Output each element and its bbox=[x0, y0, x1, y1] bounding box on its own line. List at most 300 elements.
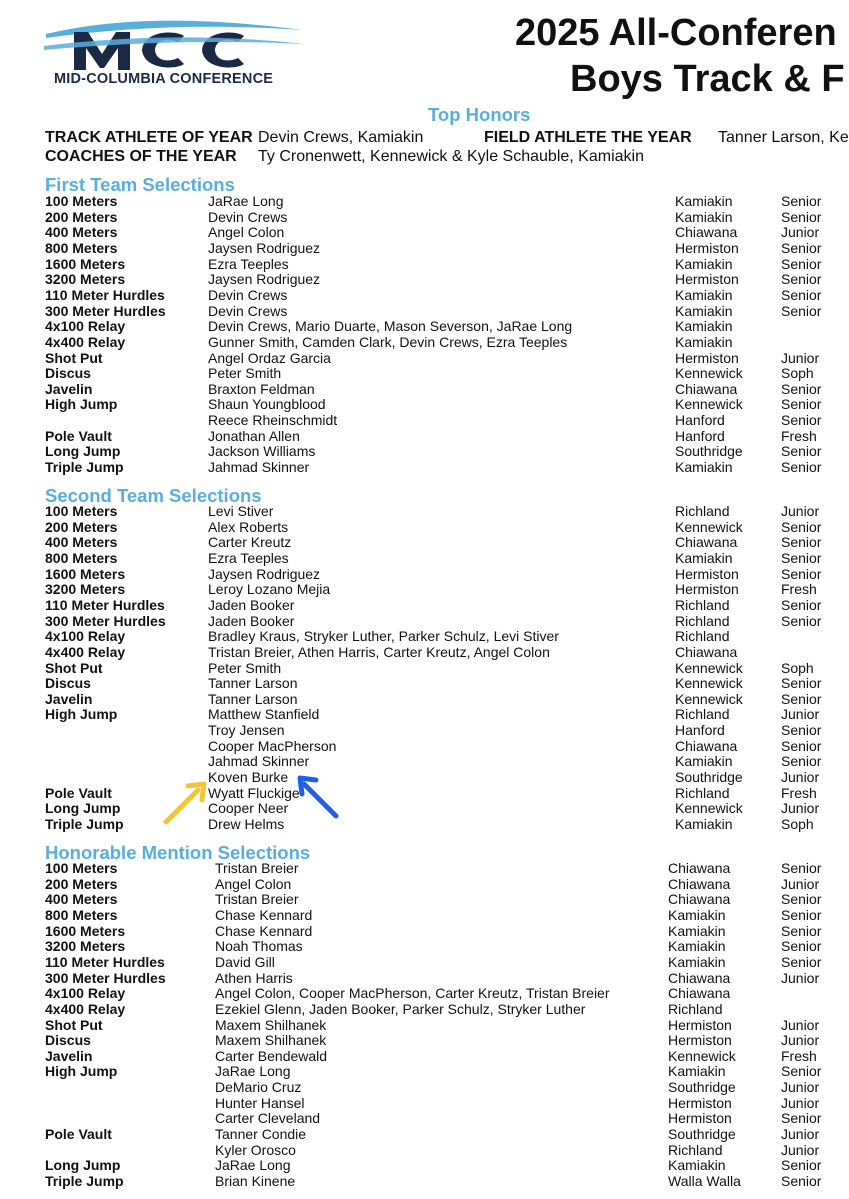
event-cell: 800 Meters bbox=[45, 239, 118, 256]
table-row bbox=[0, 908, 849, 924]
athlete-cell: Ezra Teeples bbox=[208, 255, 289, 272]
athlete-cell: Tristan Breier, Athen Harris, Carter Kreutz, Angel Colon bbox=[208, 643, 550, 660]
event-cell: 4x400 Relay bbox=[45, 643, 126, 660]
year-cell: Junior bbox=[781, 1032, 820, 1049]
athlete-cell: Peter Smith bbox=[208, 365, 282, 382]
school-cell: Hermiston bbox=[675, 239, 739, 256]
year-cell: Junior bbox=[781, 349, 820, 366]
school-cell: Kennewick bbox=[675, 675, 743, 692]
school-cell: Richland bbox=[675, 612, 730, 629]
school-cell: Southridge bbox=[668, 1079, 736, 1096]
event-cell: 4x100 Relay bbox=[45, 628, 126, 645]
school-cell: Chiawana bbox=[668, 875, 731, 892]
track-athlete-label: TRACK ATHLETE OF YEAR bbox=[45, 129, 253, 146]
year-cell: Senior bbox=[781, 1157, 822, 1174]
athlete-cell: Maxem Shilhanek bbox=[215, 1032, 327, 1049]
athlete-cell: Maxem Shilhanek bbox=[215, 1016, 327, 1033]
school-cell: Kamiakin bbox=[675, 302, 733, 319]
year-cell: Junior bbox=[781, 969, 820, 986]
athlete-cell: Ezekiel Glenn, Jaden Booker, Parker Schulz, Stryker Luther bbox=[215, 1000, 586, 1017]
athlete-cell: Angel Ordaz Garcia bbox=[208, 349, 331, 366]
year-cell: Senior bbox=[781, 953, 822, 970]
school-cell: Kamiakin bbox=[675, 208, 733, 225]
event-cell: Shot Put bbox=[45, 659, 103, 676]
table-row bbox=[0, 319, 849, 335]
athlete-cell: Carter Cleveland bbox=[215, 1110, 321, 1127]
year-cell: Senior bbox=[781, 380, 822, 397]
athlete-cell: Levi Stiver bbox=[208, 503, 274, 519]
athlete-cell: Koven Burke bbox=[208, 769, 289, 786]
event-cell: 4x100 Relay bbox=[45, 985, 126, 1002]
athlete-cell: Brian Kinene bbox=[215, 1173, 296, 1189]
athlete-cell: Jahmad Skinner bbox=[208, 753, 310, 770]
year-cell: Fresh bbox=[781, 784, 817, 801]
table-row bbox=[0, 754, 849, 770]
event-cell: 4x400 Relay bbox=[45, 1000, 126, 1017]
school-cell: Hermiston bbox=[668, 1094, 732, 1111]
school-cell: Kennewick bbox=[668, 1047, 736, 1064]
table-row bbox=[0, 582, 849, 598]
athlete-cell: JaRae Long bbox=[215, 1157, 291, 1174]
year-cell: Fresh bbox=[781, 427, 817, 444]
second-team-heading: Second Team Selections bbox=[45, 485, 262, 506]
year-cell: Senior bbox=[781, 596, 822, 613]
yellow-arrow-icon bbox=[160, 780, 210, 828]
year-cell: Soph bbox=[781, 365, 814, 382]
table-row bbox=[0, 661, 849, 677]
table-row bbox=[0, 1002, 849, 1018]
school-cell: Hermiston bbox=[675, 565, 739, 582]
year-cell: Senior bbox=[781, 412, 822, 429]
school-cell: Walla Walla bbox=[668, 1173, 741, 1189]
event-cell: 400 Meters bbox=[45, 891, 118, 908]
table-row bbox=[0, 1064, 849, 1080]
year-cell: Senior bbox=[781, 286, 822, 303]
table-row bbox=[0, 801, 849, 817]
school-cell: Hermiston bbox=[675, 581, 739, 598]
year-cell: Junior bbox=[781, 224, 820, 241]
athlete-cell: Devin Crews, Mario Duarte, Mason Severson, JaRae Long bbox=[208, 318, 573, 335]
table-row bbox=[0, 504, 849, 520]
first-team-heading: First Team Selections bbox=[45, 174, 235, 195]
school-cell: Hermiston bbox=[668, 1032, 732, 1049]
school-cell: Richland bbox=[675, 596, 730, 613]
event-cell: 200 Meters bbox=[45, 208, 118, 225]
athlete-cell: Athen Harris bbox=[215, 969, 293, 986]
school-cell: Chiawana bbox=[668, 985, 731, 1002]
table-row bbox=[0, 551, 849, 567]
athlete-cell: Alex Roberts bbox=[208, 518, 289, 535]
event-cell: Discus bbox=[45, 1032, 91, 1049]
table-row bbox=[0, 817, 849, 833]
event-cell: Triple Jump bbox=[45, 1173, 124, 1189]
year-cell: Senior bbox=[781, 690, 822, 707]
school-cell: Kennewick bbox=[675, 518, 743, 535]
table-row bbox=[0, 520, 849, 536]
table-row bbox=[0, 351, 849, 367]
school-cell: Kennewick bbox=[675, 800, 743, 817]
year-cell: Senior bbox=[781, 722, 822, 739]
athlete-cell: Reece Rheinschmidt bbox=[208, 412, 338, 429]
table-row bbox=[0, 614, 849, 630]
school-cell: Southridge bbox=[675, 769, 743, 786]
year-cell: Soph bbox=[781, 816, 814, 832]
table-row bbox=[0, 382, 849, 398]
event-cell: 4x400 Relay bbox=[45, 333, 126, 350]
athlete-cell: Devin Crews bbox=[208, 208, 288, 225]
table-row bbox=[0, 1049, 849, 1065]
table-row bbox=[0, 535, 849, 551]
athlete-cell: Jonathan Allen bbox=[208, 427, 300, 444]
school-cell: Richland bbox=[675, 503, 730, 519]
athlete-cell: Shaun Youngblood bbox=[208, 396, 326, 413]
school-cell: Kamiakin bbox=[675, 816, 733, 832]
table-row bbox=[0, 1018, 849, 1034]
year-cell: Senior bbox=[781, 675, 822, 692]
event-cell: 110 Meter Hurdles bbox=[45, 286, 165, 303]
table-row bbox=[0, 971, 849, 987]
table-row bbox=[0, 1158, 849, 1174]
school-cell: Hanford bbox=[675, 427, 725, 444]
event-cell: Pole Vault bbox=[45, 427, 112, 444]
school-cell: Richland bbox=[675, 706, 730, 723]
table-row bbox=[0, 629, 849, 645]
athlete-cell: Angel Colon, Cooper MacPherson, Carter Kreutz, Tristan Breier bbox=[215, 985, 610, 1002]
event-cell: 400 Meters bbox=[45, 224, 118, 241]
athlete-cell: Jaden Booker bbox=[208, 612, 295, 629]
year-cell: Senior bbox=[781, 443, 822, 460]
year-cell: Junior bbox=[781, 1094, 820, 1111]
athlete-cell: Angel Colon bbox=[215, 875, 292, 892]
athlete-cell: Drew Helms bbox=[208, 816, 285, 832]
table-row bbox=[0, 924, 849, 940]
school-cell: Kamiakin bbox=[668, 953, 726, 970]
event-cell: Long Jump bbox=[45, 443, 121, 460]
logo-org-name: MID-COLUMBIA CONFERENCE bbox=[54, 71, 274, 87]
year-cell: Junior bbox=[781, 800, 820, 817]
athlete-cell: Tanner Larson bbox=[208, 675, 298, 692]
event-cell: Pole Vault bbox=[45, 1126, 112, 1143]
year-cell: Senior bbox=[781, 938, 822, 955]
table-row bbox=[0, 1143, 849, 1159]
table-row bbox=[0, 986, 849, 1002]
athlete-cell: Matthew Stanfield bbox=[208, 706, 320, 723]
athlete-cell: Noah Thomas bbox=[215, 938, 303, 955]
athlete-cell: Jackson Williams bbox=[208, 443, 316, 460]
athlete-cell: Ezra Teeples bbox=[208, 549, 289, 566]
school-cell: Richland bbox=[675, 784, 730, 801]
school-cell: Kamiakin bbox=[675, 333, 733, 350]
year-cell: Senior bbox=[781, 922, 822, 939]
athlete-cell: Carter Bendewald bbox=[215, 1047, 328, 1064]
table-row bbox=[0, 257, 849, 273]
event-cell: Shot Put bbox=[45, 349, 103, 366]
athlete-cell: Wyatt Fluckige bbox=[208, 784, 300, 801]
event-cell: High Jump bbox=[45, 1063, 118, 1080]
page-title-line1: 2025 All-Conferen bbox=[515, 12, 837, 54]
table-row bbox=[0, 1096, 849, 1112]
event-cell: 1600 Meters bbox=[45, 922, 126, 939]
year-cell: Senior bbox=[781, 1110, 822, 1127]
event-cell: 300 Meter Hurdles bbox=[45, 302, 166, 319]
honorable-heading: Honorable Mention Selections bbox=[45, 842, 311, 863]
year-cell: Senior bbox=[781, 396, 822, 413]
school-cell: Kamiakin bbox=[668, 1063, 726, 1080]
year-cell: Senior bbox=[781, 255, 822, 272]
athlete-cell: Jaysen Rodriguez bbox=[208, 565, 321, 582]
table-row bbox=[0, 567, 849, 583]
school-cell: Chiawana bbox=[668, 969, 731, 986]
table-row bbox=[0, 1080, 849, 1096]
year-cell: Senior bbox=[781, 549, 822, 566]
school-cell: Southridge bbox=[675, 443, 743, 460]
table-row bbox=[0, 241, 849, 257]
athlete-cell: Kyler Orosco bbox=[215, 1141, 296, 1158]
event-cell: Javelin bbox=[45, 1047, 93, 1064]
athlete-cell: David Gill bbox=[215, 953, 275, 970]
table-row bbox=[0, 676, 849, 692]
table-row bbox=[0, 645, 849, 661]
event-cell: High Jump bbox=[45, 396, 118, 413]
blue-arrow-icon bbox=[294, 774, 344, 822]
athlete-cell: Tanner Larson bbox=[208, 690, 298, 707]
table-row bbox=[0, 877, 849, 893]
athlete-cell: Hunter Hansel bbox=[215, 1094, 305, 1111]
year-cell: Senior bbox=[781, 193, 822, 209]
event-cell: Triple Jump bbox=[45, 459, 124, 476]
event-cell: 3200 Meters bbox=[45, 581, 126, 598]
event-cell: 800 Meters bbox=[45, 906, 118, 923]
year-cell: Senior bbox=[781, 860, 822, 876]
athlete-cell: Peter Smith bbox=[208, 659, 282, 676]
table-row bbox=[0, 861, 849, 877]
athlete-cell: Braxton Feldman bbox=[208, 380, 315, 397]
school-cell: Southridge bbox=[668, 1126, 736, 1143]
field-athlete-value: Tanner Larson, Ke bbox=[718, 129, 849, 146]
athlete-cell: Cooper Neer bbox=[208, 800, 289, 817]
school-cell: Hermiston bbox=[675, 349, 739, 366]
year-cell: Junior bbox=[781, 1141, 820, 1158]
year-cell: Fresh bbox=[781, 1047, 817, 1064]
school-cell: Kamiakin bbox=[675, 193, 733, 209]
event-cell: Discus bbox=[45, 675, 91, 692]
page-title-line2: Boys Track & F bbox=[570, 58, 845, 100]
school-cell: Chiawana bbox=[668, 891, 731, 908]
school-cell: Kamiakin bbox=[675, 286, 733, 303]
event-cell: Long Jump bbox=[45, 800, 121, 817]
year-cell: Senior bbox=[781, 239, 822, 256]
athlete-cell: Devin Crews bbox=[208, 286, 288, 303]
year-cell: Senior bbox=[781, 612, 822, 629]
coaches-value: Ty Cronenwett, Kennewick & Kyle Schauble, Kamiakin bbox=[258, 148, 644, 165]
school-cell: Chiawana bbox=[675, 380, 738, 397]
school-cell: Kamiakin bbox=[675, 549, 733, 566]
year-cell: Junior bbox=[781, 875, 820, 892]
table-row bbox=[0, 692, 849, 708]
school-cell: Kamiakin bbox=[668, 938, 726, 955]
event-cell: Pole Vault bbox=[45, 784, 112, 801]
athlete-cell: Cooper MacPherson bbox=[208, 737, 337, 754]
event-cell: 1600 Meters bbox=[45, 565, 126, 582]
school-cell: Hermiston bbox=[675, 271, 739, 288]
table-row bbox=[0, 598, 849, 614]
school-cell: Hanford bbox=[675, 412, 725, 429]
athlete-cell: DeMario Cruz bbox=[215, 1079, 302, 1096]
school-cell: Chiawana bbox=[675, 224, 738, 241]
year-cell: Senior bbox=[781, 891, 822, 908]
event-cell: Javelin bbox=[45, 690, 93, 707]
table-row bbox=[0, 304, 849, 320]
table-row bbox=[0, 939, 849, 955]
event-cell: 110 Meter Hurdles bbox=[45, 596, 165, 613]
year-cell: Fresh bbox=[781, 581, 817, 598]
athlete-cell: Jaden Booker bbox=[208, 596, 295, 613]
table-row bbox=[0, 786, 849, 802]
year-cell: Junior bbox=[781, 769, 820, 786]
school-cell: Kennewick bbox=[675, 365, 743, 382]
event-cell: 300 Meter Hurdles bbox=[45, 612, 166, 629]
year-cell: Senior bbox=[781, 302, 822, 319]
table-row bbox=[0, 723, 849, 739]
table-row bbox=[0, 194, 849, 210]
school-cell: Kamiakin bbox=[668, 906, 726, 923]
athlete-cell: Carter Kreutz bbox=[208, 534, 292, 551]
field-athlete-label: FIELD ATHLETE THE YEAR bbox=[484, 129, 692, 146]
event-cell: Javelin bbox=[45, 380, 93, 397]
table-row bbox=[0, 1033, 849, 1049]
table-row bbox=[0, 739, 849, 755]
athlete-cell: Jaysen Rodriguez bbox=[208, 271, 321, 288]
school-cell: Kennewick bbox=[675, 659, 743, 676]
table-row bbox=[0, 288, 849, 304]
school-cell: Chiawana bbox=[668, 860, 731, 876]
athlete-cell: Chase Kennard bbox=[215, 922, 313, 939]
mcc-logo-mark-icon bbox=[44, 12, 306, 74]
year-cell: Senior bbox=[781, 1063, 822, 1080]
top-honors-heading: Top Honors bbox=[428, 104, 531, 125]
school-cell: Chiawana bbox=[675, 534, 738, 551]
athlete-cell: Leroy Lozano Mejia bbox=[208, 581, 331, 598]
school-cell: Richland bbox=[668, 1000, 723, 1017]
table-row bbox=[0, 272, 849, 288]
event-cell: 400 Meters bbox=[45, 534, 118, 551]
table-row bbox=[0, 225, 849, 241]
school-cell: Richland bbox=[668, 1141, 723, 1158]
event-cell: 100 Meters bbox=[45, 193, 118, 209]
athlete-cell: Bradley Kraus, Stryker Luther, Parker Schulz, Levi Stiver bbox=[208, 628, 559, 645]
year-cell: Senior bbox=[781, 271, 822, 288]
school-cell: Hermiston bbox=[668, 1110, 732, 1127]
table-row bbox=[0, 1111, 849, 1127]
school-cell: Kamiakin bbox=[668, 1157, 726, 1174]
table-row bbox=[0, 444, 849, 460]
school-cell: Kamiakin bbox=[675, 753, 733, 770]
school-cell: Kamiakin bbox=[675, 255, 733, 272]
school-cell: Chiawana bbox=[675, 737, 738, 754]
school-cell: Richland bbox=[675, 628, 730, 645]
track-athlete-value: Devin Crews, Kamiakin bbox=[258, 129, 424, 146]
athlete-cell: Devin Crews bbox=[208, 302, 288, 319]
table-row bbox=[0, 1174, 849, 1190]
athlete-cell: Tristan Breier bbox=[215, 860, 299, 876]
event-cell: High Jump bbox=[45, 706, 118, 723]
table-row bbox=[0, 429, 849, 445]
year-cell: Senior bbox=[781, 534, 822, 551]
athlete-cell: Chase Kennard bbox=[215, 906, 313, 923]
event-cell: Triple Jump bbox=[45, 816, 124, 832]
school-cell: Kamiakin bbox=[675, 318, 733, 335]
table-row bbox=[0, 397, 849, 413]
event-cell: Discus bbox=[45, 365, 91, 382]
year-cell: Senior bbox=[781, 208, 822, 225]
athlete-cell: Angel Colon bbox=[208, 224, 285, 241]
event-cell: 4x100 Relay bbox=[45, 318, 126, 335]
event-cell: 110 Meter Hurdles bbox=[45, 953, 165, 970]
year-cell: Junior bbox=[781, 1079, 820, 1096]
athlete-cell: Jaysen Rodriguez bbox=[208, 239, 321, 256]
year-cell: Senior bbox=[781, 1173, 822, 1189]
table-row bbox=[0, 707, 849, 723]
year-cell: Junior bbox=[781, 503, 820, 519]
school-cell: Hermiston bbox=[668, 1016, 732, 1033]
table-row bbox=[0, 892, 849, 908]
year-cell: Soph bbox=[781, 659, 814, 676]
school-cell: Kamiakin bbox=[675, 459, 733, 476]
athlete-cell: JaRae Long bbox=[208, 193, 284, 209]
event-cell: 300 Meter Hurdles bbox=[45, 969, 166, 986]
school-cell: Chiawana bbox=[675, 643, 738, 660]
table-row bbox=[0, 366, 849, 382]
table-row bbox=[0, 210, 849, 226]
event-cell: 3200 Meters bbox=[45, 271, 126, 288]
event-cell: 200 Meters bbox=[45, 518, 118, 535]
event-cell: 1600 Meters bbox=[45, 255, 126, 272]
year-cell: Senior bbox=[781, 753, 822, 770]
event-cell: 200 Meters bbox=[45, 875, 118, 892]
athlete-cell: Gunner Smith, Camden Clark, Devin Crews, Ezra Teeples bbox=[208, 333, 568, 350]
athlete-cell: Tanner Condie bbox=[215, 1126, 307, 1143]
school-cell: Hanford bbox=[675, 722, 725, 739]
athlete-cell: Jahmad Skinner bbox=[208, 459, 310, 476]
year-cell: Senior bbox=[781, 565, 822, 582]
event-cell: 100 Meters bbox=[45, 503, 118, 519]
school-cell: Kennewick bbox=[675, 396, 743, 413]
year-cell: Junior bbox=[781, 706, 820, 723]
event-cell: Long Jump bbox=[45, 1157, 121, 1174]
year-cell: Junior bbox=[781, 1016, 820, 1033]
event-cell: Shot Put bbox=[45, 1016, 103, 1033]
athlete-cell: JaRae Long bbox=[215, 1063, 291, 1080]
event-cell: 100 Meters bbox=[45, 860, 118, 876]
year-cell: Senior bbox=[781, 906, 822, 923]
table-row bbox=[0, 1127, 849, 1143]
table-row bbox=[0, 770, 849, 786]
event-cell: 800 Meters bbox=[45, 549, 118, 566]
table-row bbox=[0, 335, 849, 351]
athlete-cell: Tristan Breier bbox=[215, 891, 299, 908]
year-cell: Senior bbox=[781, 737, 822, 754]
event-cell: 3200 Meters bbox=[45, 938, 126, 955]
table-row bbox=[0, 413, 849, 429]
year-cell: Senior bbox=[781, 518, 822, 535]
year-cell: Senior bbox=[781, 459, 822, 476]
athlete-cell: Troy Jensen bbox=[208, 722, 285, 739]
table-row bbox=[0, 955, 849, 971]
year-cell: Junior bbox=[781, 1126, 820, 1143]
school-cell: Kennewick bbox=[675, 690, 743, 707]
table-row bbox=[0, 460, 849, 476]
coaches-label: COACHES OF THE YEAR bbox=[45, 148, 237, 165]
